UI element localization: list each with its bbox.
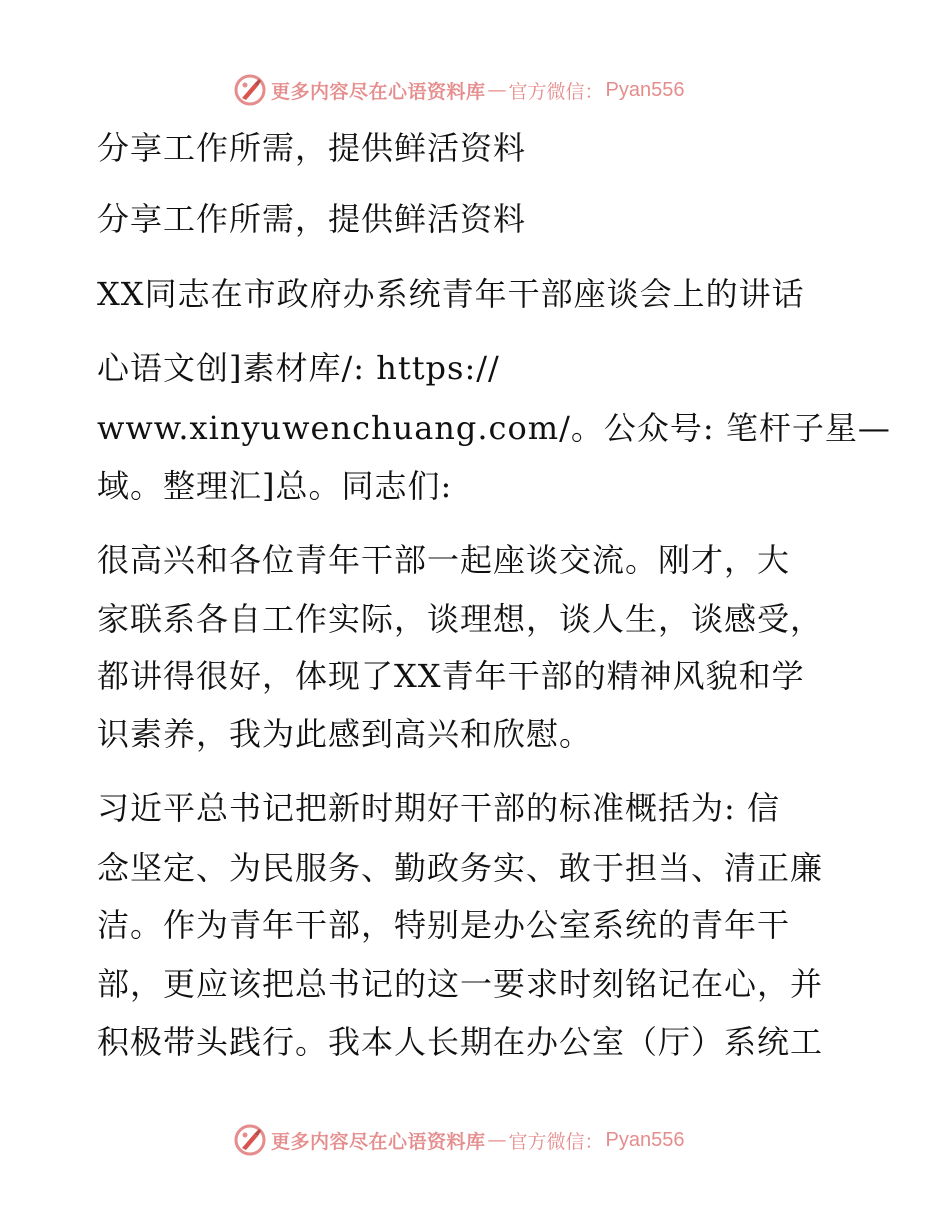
text-line-15: 积极带头践行。我本人长期在办公室（厅）系统工 xyxy=(97,1023,824,1061)
pen-logo-icon xyxy=(233,1123,267,1157)
text-line-11: 习近平总书记把新时期好干部的标准概括为: 信 xyxy=(97,789,780,827)
text-line-7: 很高兴和各位青年干部一起座谈交流。刚才，大 xyxy=(97,541,791,579)
watermark-main-text: 更多内容尽在心语资料库 xyxy=(271,1130,486,1153)
watermark-official-label: 官方微信： xyxy=(508,80,604,103)
text-line-13: 洁。作为青年干部，特别是办公室系统的青年干 xyxy=(97,906,791,944)
pen-logo-icon xyxy=(233,73,267,107)
text-line-2: 分享工作所需，提供鲜活资料 xyxy=(97,200,527,238)
watermark-official-label: 官方微信： xyxy=(508,1130,604,1153)
text-line-8: 家联系各自工作实际，谈理想，谈人生，谈感受， xyxy=(97,600,824,638)
watermark-dash: — xyxy=(487,1129,507,1151)
text-line-5: www.xinyuwenchuang.com/。公众号: 笔杆子星— xyxy=(97,409,891,447)
watermark-main-text: 更多内容尽在心语资料库 xyxy=(271,80,486,103)
footer-watermark xyxy=(233,1122,685,1158)
text-line-6: 域。整理汇]总。同志们: xyxy=(97,467,453,505)
text-line-9: 都讲得很好，体现了XX青年干部的精神风貌和学 xyxy=(97,657,805,695)
text-line-1: 分享工作所需，提供鲜活资料 xyxy=(97,129,527,167)
text-line-12: 念坚定、为民服务、勤政务实、敢于担当、清正廉 xyxy=(97,849,824,887)
watermark-wechat-id: Pyan556 xyxy=(605,1128,685,1151)
watermark-wechat-id: Pyan556 xyxy=(605,78,685,101)
document-title: XX同志在市政府办系统青年干部座谈会上的讲话 xyxy=(97,275,805,313)
text-line-10: 识素养，我为此感到高兴和欣慰。 xyxy=(97,715,593,753)
watermark-dash: — xyxy=(487,79,507,101)
text-line-4: 心语文创]素材库/: https:// xyxy=(97,349,500,387)
text-line-14: 部，更应该把总书记的这一要求时刻铭记在心，并 xyxy=(97,965,824,1003)
header-watermark xyxy=(233,72,685,108)
